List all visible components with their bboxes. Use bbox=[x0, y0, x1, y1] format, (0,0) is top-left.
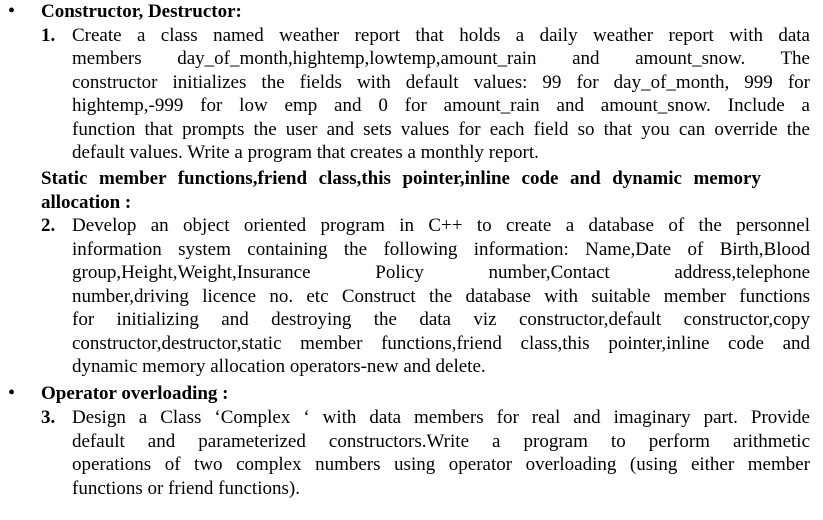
item-number: 1. bbox=[41, 24, 56, 46]
heading-line: Static member functions,friend class,this pointer,inline code and dynamic memory bbox=[41, 168, 761, 189]
text-line: hightemp,-999 for low emp and 0 for amount_rain and amount_snow. Include a bbox=[72, 95, 810, 116]
text-line: constructor initializes the fields with default values: 99 for day_of_month, 999 for bbox=[72, 71, 810, 93]
text-line: constructor,destructor,static member functions,friend class,this pointer,inline code and bbox=[72, 332, 810, 354]
item-text bbox=[72, 214, 810, 379]
text-line: Develop an object oriented program in C++ to create a database of the personnel bbox=[72, 215, 810, 236]
item-number: 3. bbox=[41, 407, 56, 428]
text-line: dynamic memory allocation operators-new and delete. bbox=[72, 356, 486, 377]
item-number: 2. bbox=[41, 215, 56, 236]
text-line: functions or friend functions). bbox=[72, 477, 300, 499]
bullet-icon: • bbox=[8, 0, 16, 22]
text-line: operations of two complex numbers using operator overloading (using either member bbox=[72, 454, 810, 475]
text-line: Design a Class ‘Complex ‘ with data members for real and imaginary part. Provide bbox=[72, 407, 810, 428]
section-heading: Operator overloading : bbox=[41, 383, 229, 404]
text-line: function that prompts the user and sets values for each field so that you can override the bbox=[72, 118, 810, 140]
bullet-icon: • bbox=[8, 382, 16, 404]
section-heading: Constructor, Destructor: bbox=[41, 1, 242, 22]
text-line: Create a class named weather report that holds a daily weather report with data bbox=[72, 24, 810, 46]
text-line: number,driving licence no. etc Construct the database with suitable member functions bbox=[72, 285, 810, 307]
text-line: members day_of_month,hightemp,lowtemp,amount_rain and amount_snow. The bbox=[72, 48, 810, 69]
section-heading bbox=[41, 167, 811, 214]
item-text bbox=[72, 406, 810, 500]
heading-line: allocation : bbox=[41, 191, 132, 213]
item-text bbox=[72, 24, 810, 165]
text-line: for initializing and destroying the data viz constructor,default constructor,copy bbox=[72, 309, 810, 330]
text-line: group,Height,Weight,Insurance Policy number,Contact address,telephone bbox=[72, 262, 810, 283]
text-line: default and parameterized constructors.Write a program to perform arithmetic bbox=[72, 430, 810, 452]
text-line: default values. Write a program that creates a monthly report. bbox=[72, 142, 539, 163]
text-line: information system containing the following information: Name,Date of Birth,Blood bbox=[72, 238, 810, 260]
